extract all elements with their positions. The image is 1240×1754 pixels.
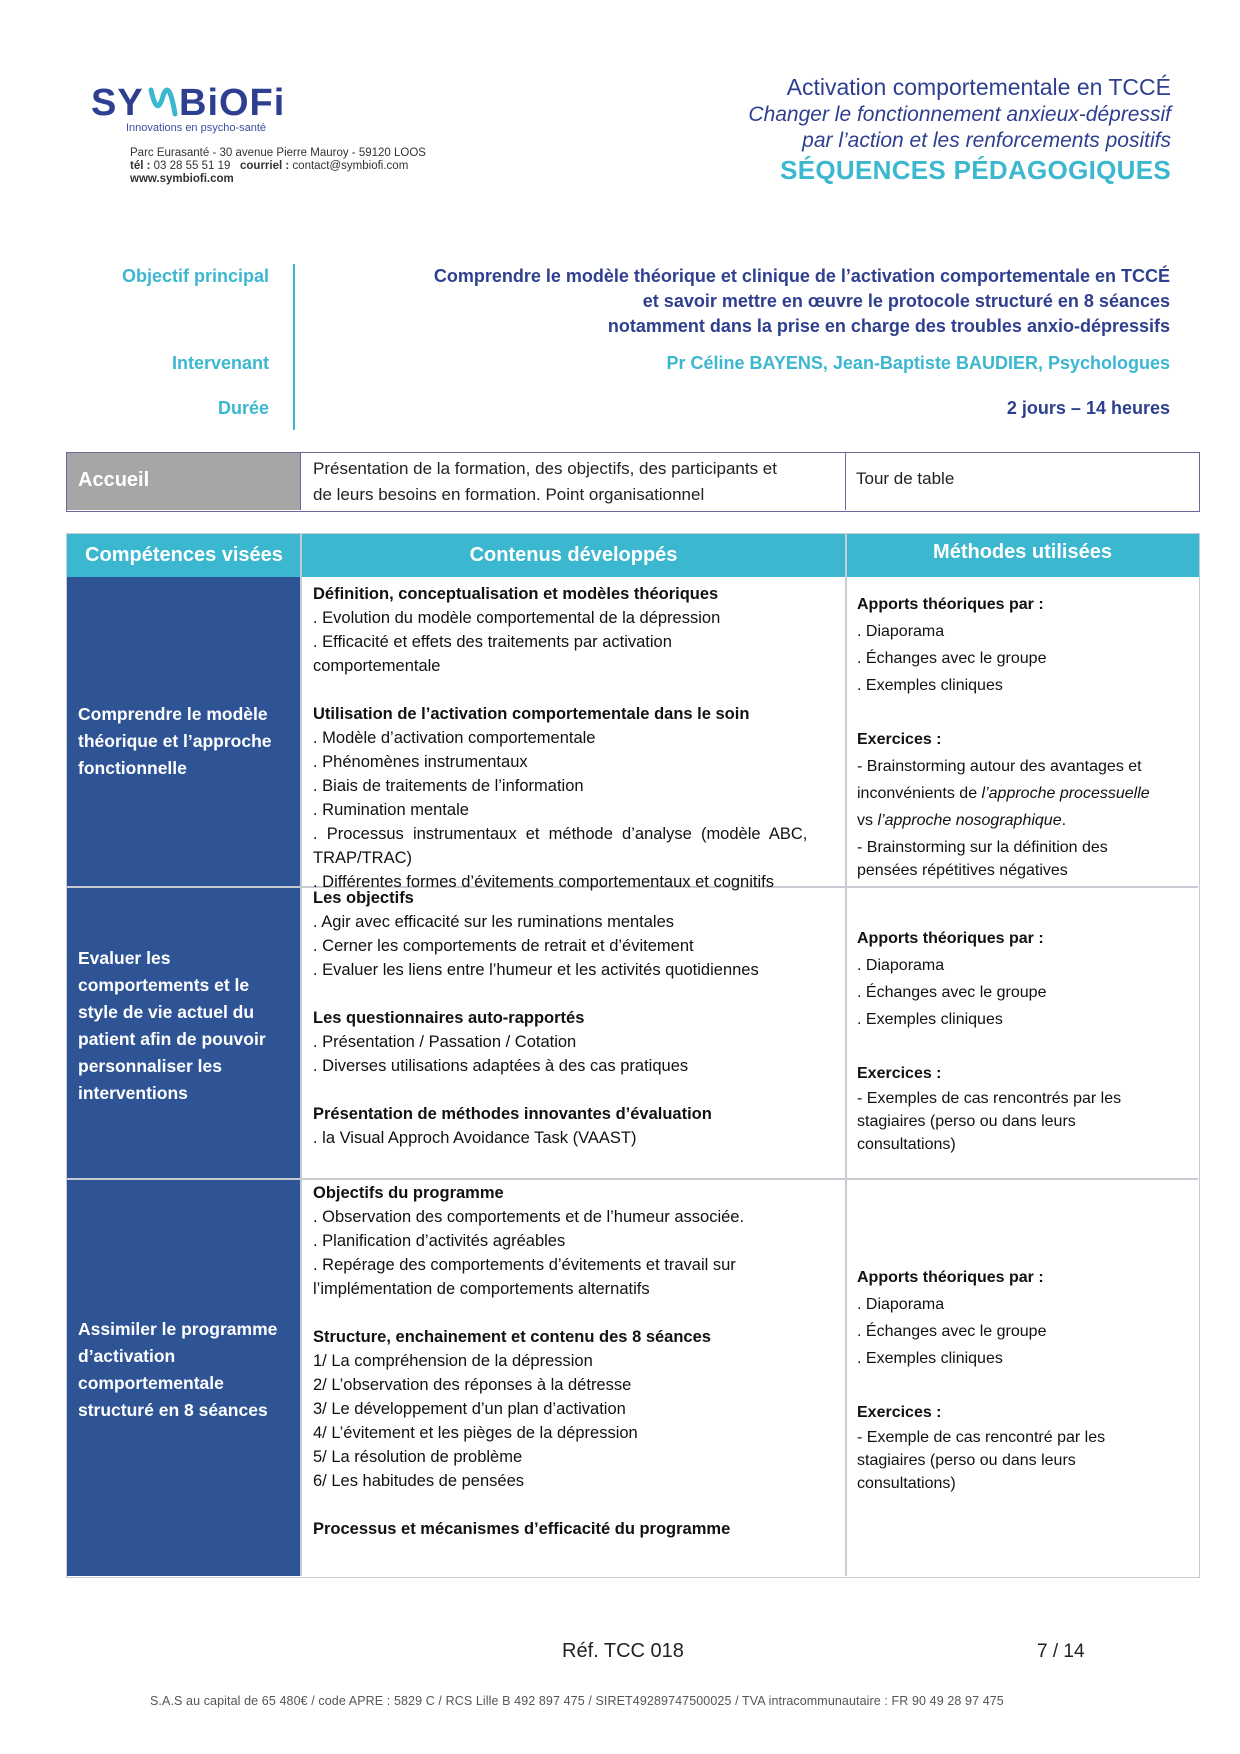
methods-line xyxy=(857,780,1192,807)
accueil-table xyxy=(66,452,1200,512)
methods-text: . xyxy=(1061,812,1067,829)
competence-cell-3 xyxy=(67,1179,301,1576)
competence-text: style de vie actuel du xyxy=(78,1002,255,1022)
logo-tagline: Innovations en psycho-santé xyxy=(126,122,267,134)
content-heading: Définition, conceptualisation et modèles théoriques xyxy=(313,585,719,603)
content-line: 6/ Les habitudes de pensées xyxy=(313,1472,524,1490)
competence-text: fonctionnelle xyxy=(78,758,187,778)
info-divider xyxy=(293,264,295,430)
content-line: 4/ L’évitement et les pièges de la dépression xyxy=(313,1424,638,1442)
intervenant-label: Intervenant xyxy=(171,353,269,373)
methods-line xyxy=(857,807,1192,834)
competence-text: Comprendre le modèle xyxy=(78,704,268,724)
methods-line: . Exemples cliniques xyxy=(857,1350,1003,1367)
intervenant-value: Pr Céline BAYENS, Jean-Baptiste BAUDIER, Psychologues xyxy=(666,353,1170,373)
duree-value: 2 jours – 14 heures xyxy=(1006,398,1170,418)
methods-line: . Échanges avec le groupe xyxy=(857,1323,1047,1340)
content-line: comportementale xyxy=(313,657,441,675)
objectif-label: Objectif principal xyxy=(121,266,269,286)
methods-text: inconvénients de xyxy=(857,785,978,802)
content-heading: Utilisation de l’activation comportementale dans le soin xyxy=(313,705,750,723)
competence-text: interventions xyxy=(78,1083,188,1103)
doc-subtitle-1: Changer le fonctionnement anxieux-dépressif xyxy=(748,103,1171,126)
content-line: . Evolution du modèle comportemental de la dépression xyxy=(313,609,721,627)
content-line: . Rumination mentale xyxy=(313,801,469,819)
methods-spacer xyxy=(857,1372,1192,1399)
doc-section-title: SÉQUENCES PÉDAGOGIQUES xyxy=(780,155,1171,185)
methods-line: - Brainstorming autour des avantages et xyxy=(857,758,1142,775)
content-spacer xyxy=(313,1493,838,1517)
tel-label: tél : xyxy=(130,160,151,172)
content-line: 2/ L’observation des réponses à la détresse xyxy=(313,1376,632,1394)
content-line: . Différentes formes d’évitements comportementaux et cognitifs xyxy=(313,873,774,891)
methods-cell-2 xyxy=(857,925,1192,1156)
page-number: 7 / 14 xyxy=(1037,1641,1085,1662)
content-heading: Processus et mécanismes d’efficacité du programme xyxy=(313,1520,731,1538)
competence-text: comportements et le xyxy=(78,975,250,995)
content-heading: Objectifs du programme xyxy=(313,1184,504,1202)
content-heading: Structure, enchainement et contenu des 8 séances xyxy=(313,1328,711,1346)
accueil-content-cell xyxy=(301,453,846,510)
methods-heading: Apports théoriques par : xyxy=(857,1269,1044,1286)
methods-heading: Apports théoriques par : xyxy=(857,596,1044,613)
methods-line: consultations) xyxy=(857,1475,956,1492)
methods-italic: l’approche nosographique xyxy=(877,812,1062,829)
content-line: 1/ La compréhension de la dépression xyxy=(313,1352,593,1370)
content-line: 5/ La résolution de problème xyxy=(313,1448,523,1466)
content-cell-3 xyxy=(313,1181,838,1541)
doc-title: Activation comportementale en TCCÉ xyxy=(786,74,1171,100)
competence-cell-1 xyxy=(67,577,301,886)
duree-label: Durée xyxy=(217,398,269,418)
content-line: . Processus instrumentaux et méthode d’analyse (modèle ABC, xyxy=(313,825,808,843)
methods-heading: Exercices : xyxy=(857,1065,942,1082)
content-line: . Diverses utilisations adaptées à des cas pratiques xyxy=(313,1057,689,1075)
methods-heading: Apports théoriques par : xyxy=(857,930,1044,947)
svg-text:BiOFi: BiOFi xyxy=(179,82,286,122)
tel: 03 28 55 51 19 xyxy=(153,160,231,172)
accueil-label-cell xyxy=(67,453,301,510)
methods-line: . Exemples cliniques xyxy=(857,677,1003,694)
methods-line: - Exemples de cas rencontrés par les xyxy=(857,1090,1122,1107)
content-spacer xyxy=(313,982,838,1006)
content-line: . Evaluer les liens entre l’humeur et les activités quotidiennes xyxy=(313,961,759,979)
objectif-line-1: Comprendre le modèle théorique et clinique de l’activation comportementale en TCCÉ xyxy=(433,266,1170,286)
methods-line: . Échanges avec le groupe xyxy=(857,984,1047,1001)
header-methodes: Méthodes utilisées xyxy=(846,534,1199,577)
header-contenus: Contenus développés xyxy=(301,534,846,577)
methods-line: . Échanges avec le groupe xyxy=(857,650,1047,667)
methods-cell-1 xyxy=(857,591,1192,882)
accueil-method-cell xyxy=(846,453,1196,510)
content-line: . Observation des comportements et de l’humeur associée. xyxy=(313,1208,745,1226)
methods-italic: l’approche processuelle xyxy=(981,785,1150,802)
content-line: . Modèle d’activation comportementale xyxy=(313,729,596,747)
competence-cell-2 xyxy=(67,887,301,1178)
logo-wordmark xyxy=(91,82,321,122)
content-line: . Cerner les comportements de retrait et d’évitement xyxy=(313,937,694,955)
methods-spacer xyxy=(857,699,1192,726)
methods-heading: Exercices : xyxy=(857,731,942,748)
content-line: . Biais de traitements de l’information xyxy=(313,777,584,795)
content-line: . Planification d’activités agréables xyxy=(313,1232,566,1250)
content-spacer xyxy=(313,1078,838,1102)
accueil-content-line-1: Présentation de la formation, des objectifs, des participants et xyxy=(313,459,777,478)
legal-footer: S.A.S au capital de 65 480€ / code APRE : 5829 C / RCS Lille B 492 897 475 / SIRET49289747500025 / TVA intracommunautaire : FR 90 49 28 97 475 xyxy=(150,1694,1004,1708)
email-link[interactable]: contact@symbiofi.com xyxy=(292,160,409,172)
methods-line: consultations) xyxy=(857,1136,956,1153)
email-label: courriel : xyxy=(240,160,290,172)
content-cell-2 xyxy=(313,886,838,1150)
content-line: . Efficacité et effets des traitements par activation xyxy=(313,633,672,651)
methods-line: . Diaporama xyxy=(857,957,945,974)
methods-heading: Exercices : xyxy=(857,1404,942,1421)
competence-text: structuré en 8 séances xyxy=(78,1400,268,1420)
methods-line: - Brainstorming sur la définition des xyxy=(857,839,1108,856)
content-heading: Présentation de méthodes innovantes d’évaluation xyxy=(313,1105,712,1123)
content-line: . la Visual Approch Avoidance Task (VAAST) xyxy=(313,1129,637,1147)
content-line: . Présentation / Passation / Cotation xyxy=(313,1033,577,1051)
contact-line xyxy=(130,160,408,172)
content-spacer xyxy=(313,678,838,702)
content-line: TRAP/TRAC) xyxy=(313,849,412,867)
methods-cell-3 xyxy=(857,1264,1192,1495)
competence-text: d’activation xyxy=(78,1346,176,1366)
content-line: . Agir avec efficacité sur les ruminations mentales xyxy=(313,913,675,931)
header-competences: Compétences visées xyxy=(67,534,301,577)
methods-text: vs xyxy=(857,812,873,829)
accueil-content-line-2: de leurs besoins en formation. Point organisationnel xyxy=(313,485,705,504)
methods-line: . Exemples cliniques xyxy=(857,1011,1003,1028)
methods-line: - Exemple de cas rencontré par les xyxy=(857,1429,1106,1446)
methods-spacer xyxy=(857,1033,1192,1060)
sequences-table xyxy=(66,533,1200,1578)
content-line: . Repérage des comportements d’évitements et travail sur xyxy=(313,1256,736,1274)
methods-line: pensées répétitives négatives xyxy=(857,862,1068,879)
website-link[interactable]: www.symbiofi.com xyxy=(130,173,234,185)
table-divider xyxy=(67,1178,1198,1180)
objectif-line-2: et savoir mettre en œuvre le protocole structuré en 8 séances xyxy=(642,291,1170,311)
content-line: 3/ Le développement d’un plan d’activation xyxy=(313,1400,626,1418)
content-spacer xyxy=(313,1301,838,1325)
reference-number: Réf. TCC 018 xyxy=(562,1640,684,1662)
table-divider xyxy=(845,534,847,1576)
address: Parc Eurasanté - 30 avenue Pierre Mauroy - 59120 LOOS xyxy=(130,147,426,159)
accueil-method: Tour de table xyxy=(856,469,955,488)
content-cell-1 xyxy=(313,582,838,894)
content-heading: Les questionnaires auto-rapportés xyxy=(313,1009,585,1027)
content-heading: Les objectifs xyxy=(313,889,414,907)
competence-text: comportementale xyxy=(78,1373,224,1393)
accueil-label: Accueil xyxy=(78,469,150,491)
methods-line: . Diaporama xyxy=(857,623,945,640)
svg-text:SY: SY xyxy=(91,82,144,122)
content-line: . Phénomènes instrumentaux xyxy=(313,753,528,771)
content-line: l’implémentation de comportements alternatifs xyxy=(313,1280,650,1298)
competence-text: patient afin de pouvoir xyxy=(78,1029,266,1049)
methods-line: stagiaires (perso ou dans leurs xyxy=(857,1113,1076,1130)
competence-text: personnaliser les xyxy=(78,1056,222,1076)
doc-subtitle-2: par l’action et les renforcements positifs xyxy=(802,129,1171,152)
competence-text: théorique et l’approche xyxy=(78,731,272,751)
table-divider xyxy=(300,534,302,1576)
competence-text: Evaluer les xyxy=(78,948,171,968)
objectif-line-3: notamment dans la prise en charge des troubles anxio-dépressifs xyxy=(607,316,1170,336)
competence-text: Assimiler le programme xyxy=(78,1319,278,1339)
methods-line: stagiaires (perso ou dans leurs xyxy=(857,1452,1076,1469)
methods-line: . Diaporama xyxy=(857,1296,945,1313)
